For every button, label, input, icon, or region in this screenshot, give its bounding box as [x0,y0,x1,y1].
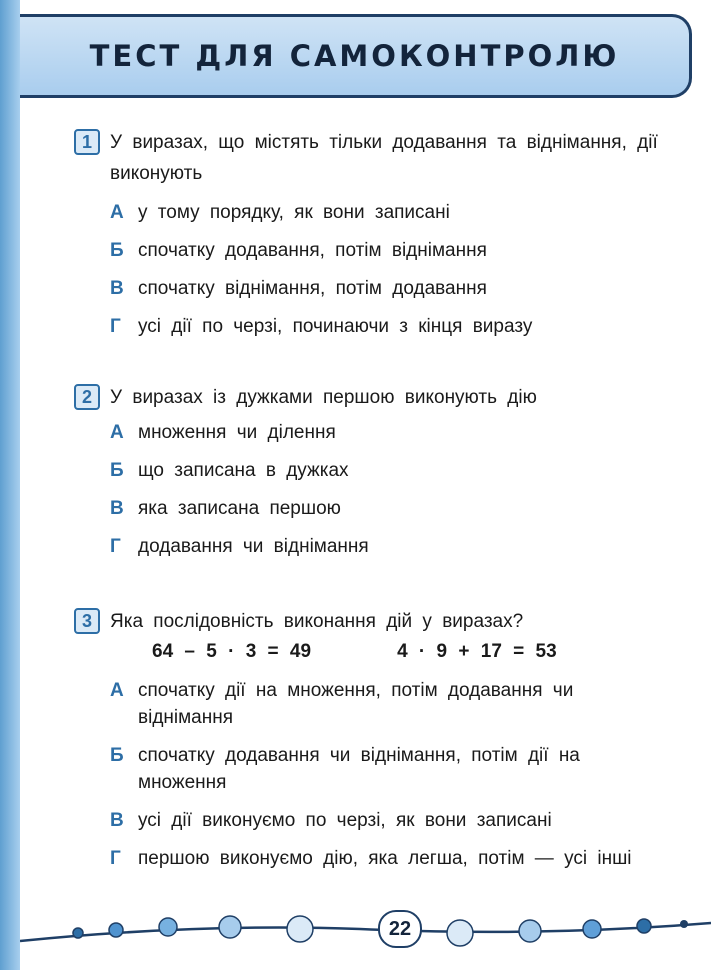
bead-dot [159,918,177,936]
question-3 [74,606,704,872]
bead-dot [637,919,651,933]
answer-option [110,313,704,340]
option-letter: Г [110,848,121,869]
example-expressions [152,639,704,665]
option-letter: Б [110,460,124,481]
option-letter: В [110,810,124,831]
option-text: спочатку додавання чи віднімання, потім дії на множення [138,745,580,793]
answer-option [110,533,704,560]
bead-dot [73,928,83,938]
option-text: усі дії виконуємо по черзі, як вони записані [138,810,552,831]
answer-option [110,677,704,731]
bead-dot [447,920,473,946]
answer-option [110,742,704,796]
option-text: що записана в дужках [138,460,349,481]
header-banner [20,14,692,98]
page-title: ТЕСТ ДЛЯ САМОКОНТРОЛЮ [89,39,620,73]
option-text: множення чи ділення [138,422,336,443]
footer-decor [20,893,711,963]
option-text: усі дії по черзі, починаючи з кінця виразу [138,316,533,337]
question-2 [74,382,704,560]
answer-option [110,237,704,264]
option-letter: А [110,680,124,701]
option-text: першою виконуємо дію, яка легша, потім — усі інші [138,848,632,869]
expression: 64 – 5 · 3 = 49 [152,641,312,662]
footer-line [20,923,711,941]
question-number: 2 [74,384,100,410]
option-letter: Г [110,316,121,337]
answer-option [110,807,704,834]
option-letter: А [110,422,124,443]
option-text: спочатку дії на множення, потім додавання чи віднімання [138,680,574,728]
question-text: Яка послідовність виконання дій у виразах? [110,611,524,632]
option-text: спочатку додавання, потім віднімання [138,240,487,261]
option-text: додавання чи віднімання [138,536,369,557]
option-letter: В [110,278,124,299]
bead-dot [680,920,688,928]
option-letter: В [110,498,124,519]
page-number: 22 [378,910,422,948]
question-text: У виразах із дужками першою виконують дію [110,387,537,408]
answer-option [110,419,704,446]
answer-option [110,845,704,872]
answer-option [110,199,704,226]
bead-dot [287,916,313,942]
option-letter: Б [110,240,124,261]
answer-option [110,457,704,484]
bead-dot [519,920,541,942]
option-letter: А [110,202,124,223]
bead-dot [109,923,123,937]
answer-option [110,275,704,302]
footer [20,893,711,963]
option-letter: Г [110,536,121,557]
answer-option [110,495,704,522]
question-text: У виразах, що містять тільки додавання та віднімання, дії виконують [110,132,658,184]
expression: 4 · 9 + 17 = 53 [397,641,557,662]
question-1 [74,127,704,340]
option-text: спочатку віднімання, потім додавання [138,278,487,299]
left-decor-strip [0,0,20,970]
option-letter: Б [110,745,124,766]
option-text: у тому порядку, як вони записані [138,202,450,223]
option-text: яка записана першою [138,498,341,519]
question-number: 1 [74,129,100,155]
bead-dot [583,920,601,938]
bead-dot [219,916,241,938]
question-number: 3 [74,608,100,634]
